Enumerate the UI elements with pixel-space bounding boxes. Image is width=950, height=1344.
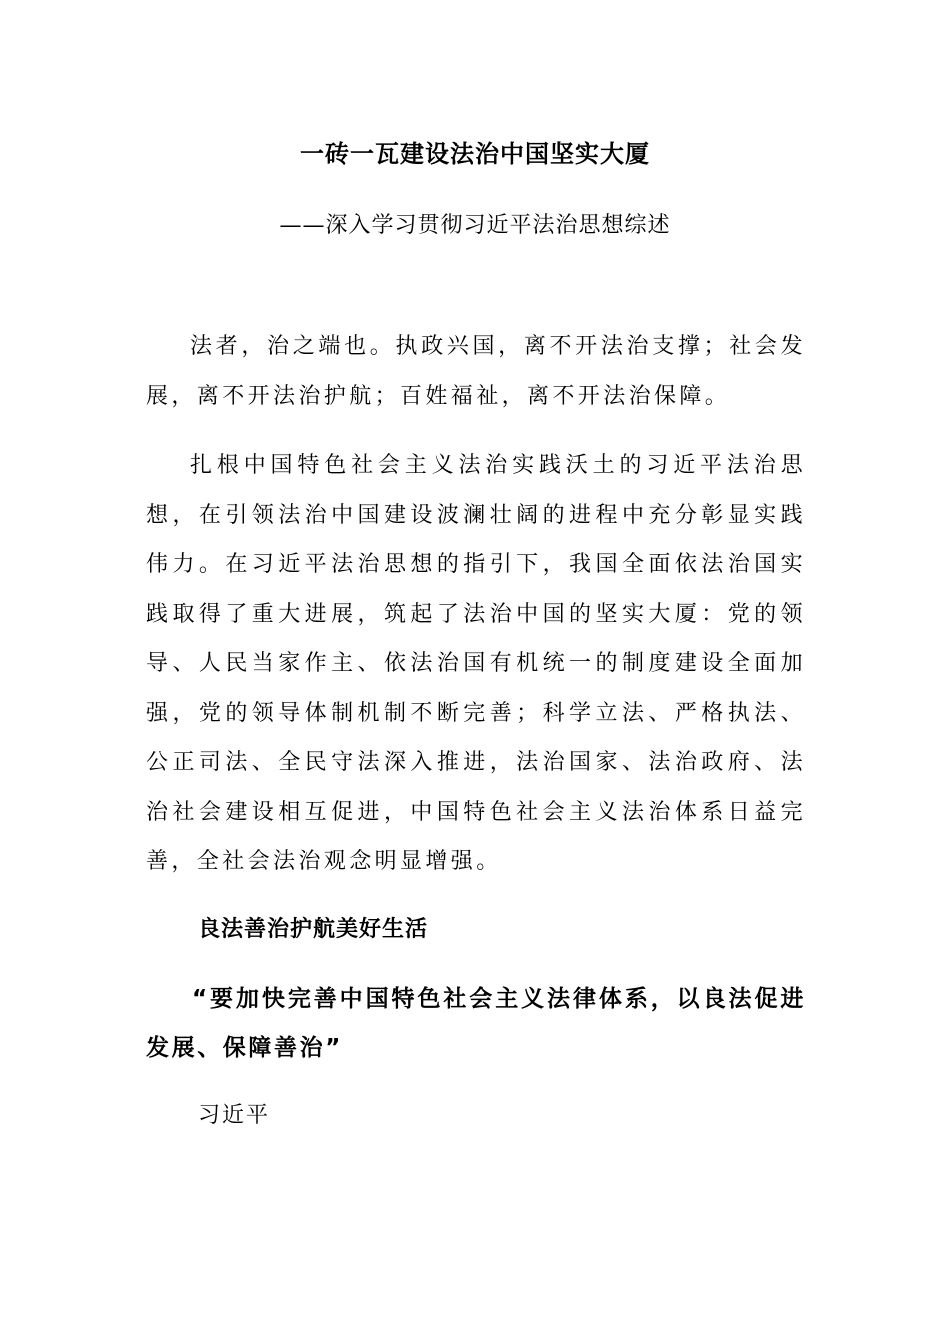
- paragraph-intro: 法者，治之端也。执政兴国，离不开法治支撑；社会发展，离不开法治护航；百姓福祉，离不开法治保障。: [146, 334, 806, 409]
- document-title: 一砖一瓦建设法治中国坚实大厦: [300, 140, 650, 168]
- section-heading: 良法善治护航美好生活: [198, 917, 429, 942]
- quote-author: 习近平: [198, 1103, 271, 1128]
- quote-text: “要加快完善中国特色社会主义法律体系，以良法促进发展、保障善治”: [146, 986, 806, 1061]
- document-subtitle: ——深入学习贯彻习近平法治思想综述: [279, 213, 671, 238]
- paragraph-body: 扎根中国特色社会主义法治实践沃土的习近平法治思想，在引领法治中国建设波澜壮阔的进程中充分彰显实践伟力。在习近平法治思想的指引下，我国全面依法治国实践取得了重大进展，筑起了法治中国的坚实大厦：党的领导、人民当家作主、依法治国有机统一的制度建设全面加强，党的领导体制机制不断完善；科学立法、严格执法、公正司法、全民守法深入推进，法治国家、法治政府、法治社会建设相互促进，中国特色社会主义法治体系日益完善，全社会法治观念明显增强。: [146, 453, 806, 874]
